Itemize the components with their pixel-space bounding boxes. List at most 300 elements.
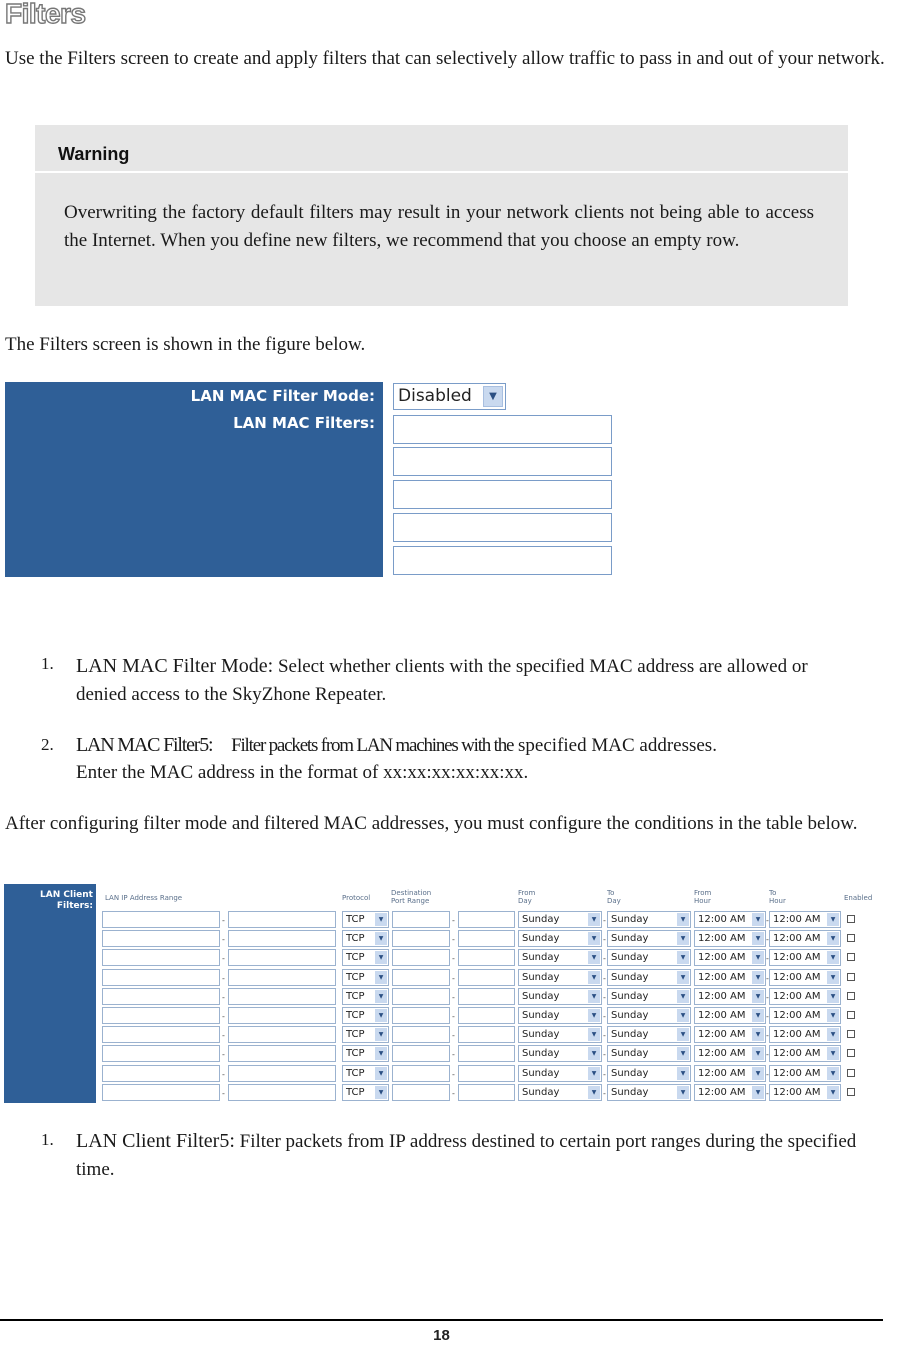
chevron-down-icon[interactable]: ▼ — [752, 913, 764, 926]
protocol-select[interactable] — [342, 1065, 389, 1082]
table-row — [4, 1007, 880, 1024]
to-hour-select-value: 12:00 AM — [773, 972, 821, 983]
from-hour-select-value: 12:00 AM — [698, 914, 746, 925]
range-separator: - — [766, 1070, 769, 1079]
to-day-select-value: Sunday — [611, 933, 649, 944]
enabled-checkbox[interactable] — [847, 1049, 855, 1057]
range-separator: - — [222, 935, 225, 944]
range-separator: - — [452, 974, 455, 983]
to-day-select-value: Sunday — [611, 1029, 649, 1040]
protocol-select-value: TCP — [346, 914, 365, 925]
from-day-select-value: Sunday — [522, 972, 560, 983]
port-end-input[interactable] — [458, 1026, 515, 1043]
chevron-down-icon[interactable]: ▼ — [752, 932, 764, 945]
from-hour-select-value: 12:00 AM — [698, 1068, 746, 1079]
from-day-select-value: Sunday — [522, 1087, 560, 1098]
range-separator: - — [766, 916, 769, 925]
header-destination-line1: Destination — [391, 889, 432, 897]
from-day-select-value: Sunday — [522, 1048, 560, 1059]
protocol-select[interactable] — [342, 949, 389, 966]
from-hour-select[interactable] — [694, 930, 766, 947]
protocol-select-value: TCP — [346, 952, 365, 963]
chevron-down-icon[interactable]: ▼ — [483, 386, 503, 407]
to-hour-select[interactable] — [769, 1084, 841, 1101]
header-protocol: Protocol — [342, 894, 371, 902]
table-row — [4, 911, 880, 928]
chevron-down-icon[interactable]: ▼ — [588, 971, 600, 984]
chevron-down-icon[interactable]: ▼ — [677, 951, 689, 964]
range-separator: - — [766, 954, 769, 963]
ip-start-input[interactable] — [102, 988, 220, 1005]
protocol-select-value: TCP — [346, 972, 365, 983]
from-day-select[interactable] — [518, 930, 602, 947]
chevron-down-icon[interactable]: ▼ — [677, 932, 689, 945]
from-hour-select-value: 12:00 AM — [698, 972, 746, 983]
list-number: 2. — [41, 735, 54, 754]
table-row — [4, 930, 880, 947]
enabled-checkbox[interactable] — [847, 1030, 855, 1038]
to-day-select[interactable] — [607, 988, 691, 1005]
chevron-down-icon[interactable]: ▼ — [677, 913, 689, 926]
range-separator: - — [452, 1050, 455, 1059]
ip-end-input[interactable] — [228, 1007, 336, 1024]
chevron-down-icon[interactable]: ▼ — [375, 1047, 387, 1060]
table-row — [4, 1084, 880, 1101]
range-separator: - — [766, 1031, 769, 1040]
from-day-select-value: Sunday — [522, 991, 560, 1002]
range-separator: - — [452, 993, 455, 1002]
client-filter-label-line1: LAN Client — [40, 890, 93, 900]
enabled-checkbox[interactable] — [847, 934, 855, 942]
from-day-select[interactable] — [518, 1045, 602, 1062]
port-start-input[interactable] — [392, 930, 450, 947]
list-text-condensed: Filter packets from LAN machines with the — [231, 735, 514, 756]
to-hour-select[interactable] — [769, 988, 841, 1005]
mac-filter-label-panel — [5, 382, 383, 577]
table-row — [4, 1045, 880, 1062]
page-title: Filters — [5, 0, 86, 29]
mac-filter-mode-label: LAN MAC Filter Mode: — [190, 387, 375, 405]
from-hour-select-value: 12:00 AM — [698, 1029, 746, 1040]
list-number: 1. — [41, 654, 54, 673]
from-hour-select[interactable] — [694, 1007, 766, 1024]
to-day-select[interactable] — [607, 1026, 691, 1043]
header-from-hour-line2: Hour — [694, 897, 711, 905]
range-separator: - — [603, 1050, 606, 1059]
header-destination-line2: Port Range — [391, 897, 430, 905]
chevron-down-icon[interactable]: ▼ — [375, 932, 387, 945]
port-start-input[interactable] — [392, 1045, 450, 1062]
chevron-down-icon[interactable]: ▼ — [827, 990, 839, 1003]
chevron-down-icon[interactable]: ▼ — [752, 990, 764, 1003]
port-end-input[interactable] — [458, 930, 515, 947]
chevron-down-icon[interactable]: ▼ — [677, 1009, 689, 1022]
chevron-down-icon[interactable]: ▼ — [827, 913, 839, 926]
ip-start-input[interactable] — [102, 1065, 220, 1082]
from-hour-select[interactable] — [694, 988, 766, 1005]
client-filter-label-line2: Filters: — [56, 901, 93, 911]
chevron-down-icon[interactable]: ▼ — [752, 951, 764, 964]
protocol-select-value: TCP — [346, 991, 365, 1002]
client-filter-label — [40, 890, 93, 912]
mac-filter-mode-select[interactable] — [393, 383, 506, 410]
port-start-input[interactable] — [392, 949, 450, 966]
chevron-down-icon[interactable]: ▼ — [588, 1028, 600, 1041]
range-separator: - — [452, 1031, 455, 1040]
list-lead: LAN Client Filter5: — [76, 1130, 235, 1152]
chevron-down-icon[interactable]: ▼ — [827, 932, 839, 945]
to-day-select[interactable] — [607, 969, 691, 986]
chevron-down-icon[interactable]: ▼ — [375, 971, 387, 984]
protocol-select[interactable] — [342, 1026, 389, 1043]
range-separator: - — [603, 1012, 606, 1021]
from-day-select-value: Sunday — [522, 1068, 560, 1079]
after-paragraph: After configuring filter mode and filtered MAC addresses, you must configure the conditions in the table below. — [5, 813, 858, 834]
from-hour-select[interactable] — [694, 1084, 766, 1101]
port-end-input[interactable] — [458, 988, 515, 1005]
to-hour-select-value: 12:00 AM — [773, 1048, 821, 1059]
chevron-down-icon[interactable]: ▼ — [752, 1028, 764, 1041]
to-day-select[interactable] — [607, 1084, 691, 1101]
to-hour-select-value: 12:00 AM — [773, 914, 821, 925]
to-day-select[interactable] — [607, 949, 691, 966]
chevron-down-icon[interactable]: ▼ — [375, 913, 387, 926]
chevron-down-icon[interactable]: ▼ — [588, 1067, 600, 1080]
range-separator: - — [222, 993, 225, 1002]
to-day-select[interactable] — [607, 1065, 691, 1082]
header-to-hour-line2: Hour — [769, 897, 786, 905]
port-start-input[interactable] — [392, 1065, 450, 1082]
port-start-input[interactable] — [392, 1026, 450, 1043]
header-from-day-line2: Day — [518, 897, 532, 905]
protocol-select[interactable] — [342, 911, 389, 928]
from-hour-select-value: 12:00 AM — [698, 952, 746, 963]
table-row — [4, 949, 880, 966]
range-separator: - — [222, 1070, 225, 1079]
to-hour-select[interactable] — [769, 1065, 841, 1082]
range-separator: - — [766, 974, 769, 983]
table-row — [4, 969, 880, 986]
ip-end-input[interactable] — [228, 969, 336, 986]
chevron-down-icon[interactable]: ▼ — [375, 1009, 387, 1022]
chevron-down-icon[interactable]: ▼ — [677, 1047, 689, 1060]
from-hour-select-value: 12:00 AM — [698, 1010, 746, 1021]
from-hour-select[interactable] — [694, 911, 766, 928]
range-separator: - — [452, 935, 455, 944]
range-separator: - — [603, 1089, 606, 1098]
figure-caption: The Filters screen is shown in the figure below. — [5, 334, 366, 355]
mac-filter-input[interactable] — [393, 480, 612, 509]
chevron-down-icon[interactable]: ▼ — [752, 1047, 764, 1060]
to-hour-select[interactable] — [769, 949, 841, 966]
port-end-input[interactable] — [458, 949, 515, 966]
protocol-select[interactable] — [342, 969, 389, 986]
ip-start-input[interactable] — [102, 949, 220, 966]
from-day-select[interactable] — [518, 988, 602, 1005]
to-hour-select-value: 12:00 AM — [773, 991, 821, 1002]
to-hour-select[interactable] — [769, 1026, 841, 1043]
chevron-down-icon[interactable]: ▼ — [375, 1028, 387, 1041]
mac-filter-input[interactable] — [393, 546, 612, 575]
protocol-select-value: TCP — [346, 1087, 365, 1098]
mac-list-item-1-text — [76, 652, 856, 709]
chevron-down-icon[interactable]: ▼ — [375, 1067, 387, 1080]
from-hour-select-value: 12:00 AM — [698, 1048, 746, 1059]
from-hour-select[interactable] — [694, 1026, 766, 1043]
warning-box — [35, 125, 848, 306]
to-hour-select[interactable] — [769, 969, 841, 986]
range-separator: - — [766, 1050, 769, 1059]
warning-divider — [35, 171, 848, 173]
to-hour-select[interactable] — [769, 1045, 841, 1062]
ip-end-input[interactable] — [228, 1084, 336, 1101]
range-separator: - — [766, 1012, 769, 1021]
list-number: 1. — [41, 1130, 54, 1149]
from-day-select[interactable] — [518, 1026, 602, 1043]
from-day-select-value: Sunday — [522, 1010, 560, 1021]
chevron-down-icon[interactable]: ▼ — [588, 990, 600, 1003]
range-separator: - — [603, 935, 606, 944]
range-separator: - — [222, 1031, 225, 1040]
from-day-select-value: Sunday — [522, 1029, 560, 1040]
to-day-select-value: Sunday — [611, 1068, 649, 1079]
client-list-item-1 — [41, 1130, 54, 1150]
port-end-input[interactable] — [458, 1065, 515, 1082]
to-day-select-value: Sunday — [611, 1087, 649, 1098]
to-day-select[interactable] — [607, 1007, 691, 1024]
range-separator: - — [766, 993, 769, 1002]
ip-end-input[interactable] — [228, 930, 336, 947]
chevron-down-icon[interactable]: ▼ — [588, 932, 600, 945]
protocol-select-value: TCP — [346, 1029, 365, 1040]
port-start-input[interactable] — [392, 911, 450, 928]
mac-filter-input[interactable] — [393, 513, 612, 542]
chevron-down-icon[interactable]: ▼ — [677, 1067, 689, 1080]
to-hour-select[interactable] — [769, 1007, 841, 1024]
chevron-down-icon[interactable]: ▼ — [588, 1009, 600, 1022]
chevron-down-icon[interactable]: ▼ — [752, 971, 764, 984]
client-filter-figure — [4, 884, 880, 1104]
header-from-hour — [694, 889, 711, 905]
chevron-down-icon[interactable]: ▼ — [588, 951, 600, 964]
header-from-day-line1: From — [518, 889, 536, 897]
protocol-select[interactable] — [342, 1084, 389, 1101]
from-hour-select-value: 12:00 AM — [698, 991, 746, 1002]
table-row — [4, 1065, 880, 1082]
port-end-input[interactable] — [458, 969, 515, 986]
chevron-down-icon[interactable]: ▼ — [752, 1009, 764, 1022]
ip-end-input[interactable] — [228, 1065, 336, 1082]
chevron-down-icon[interactable]: ▼ — [827, 1028, 839, 1041]
range-separator: - — [603, 954, 606, 963]
enabled-checkbox[interactable] — [847, 1069, 855, 1077]
protocol-select[interactable] — [342, 1007, 389, 1024]
to-day-select[interactable] — [607, 911, 691, 928]
to-hour-select-value: 12:00 AM — [773, 1010, 821, 1021]
client-list-item-1-text — [76, 1127, 866, 1184]
chevron-down-icon[interactable]: ▼ — [827, 1067, 839, 1080]
ip-start-input[interactable] — [102, 1026, 220, 1043]
chevron-down-icon[interactable]: ▼ — [677, 1028, 689, 1041]
chevron-down-icon[interactable]: ▼ — [827, 971, 839, 984]
range-separator: - — [222, 954, 225, 963]
from-day-select[interactable] — [518, 1065, 602, 1082]
range-separator: - — [452, 954, 455, 963]
from-day-select[interactable] — [518, 949, 602, 966]
table-row — [4, 988, 880, 1005]
range-separator: - — [766, 1089, 769, 1098]
to-hour-select-value: 12:00 AM — [773, 933, 821, 944]
header-ip-range: LAN IP Address Range — [105, 894, 183, 902]
port-end-input[interactable] — [458, 1045, 515, 1062]
chevron-down-icon[interactable]: ▼ — [677, 990, 689, 1003]
to-day-select-value: Sunday — [611, 991, 649, 1002]
chevron-down-icon[interactable]: ▼ — [752, 1067, 764, 1080]
page-number: 18 — [433, 1327, 450, 1344]
header-from-day — [518, 889, 535, 905]
range-separator: - — [766, 935, 769, 944]
range-separator: - — [222, 974, 225, 983]
port-end-input[interactable] — [458, 911, 515, 928]
from-day-select-value: Sunday — [522, 952, 560, 963]
ip-start-input[interactable] — [102, 1007, 220, 1024]
range-separator: - — [603, 1031, 606, 1040]
ip-start-input[interactable] — [102, 930, 220, 947]
mac-filter-input[interactable] — [393, 447, 612, 476]
protocol-select[interactable] — [342, 930, 389, 947]
to-day-select-value: Sunday — [611, 952, 649, 963]
mac-list-item-2-line2: Enter the MAC address in the format of xx:xx:xx:xx:xx:xx. — [76, 762, 529, 783]
port-end-input[interactable] — [458, 1084, 515, 1101]
footer-rule — [0, 1319, 883, 1321]
protocol-select-value: TCP — [346, 1068, 365, 1079]
port-start-input[interactable] — [392, 969, 450, 986]
range-separator: - — [603, 916, 606, 925]
to-hour-select-value: 12:00 AM — [773, 1068, 821, 1079]
range-separator: - — [603, 1070, 606, 1079]
ip-end-input[interactable] — [228, 911, 336, 928]
from-hour-select[interactable] — [694, 949, 766, 966]
protocol-select[interactable] — [342, 988, 389, 1005]
chevron-down-icon[interactable]: ▼ — [827, 1047, 839, 1060]
range-separator: - — [222, 1089, 225, 1098]
warning-text: Overwriting the factory default filters may result in your network clients not being able to access the Internet. When you define new filters, we recommend that you choose an empty row. — [64, 202, 814, 251]
to-day-select[interactable] — [607, 1045, 691, 1062]
table-row — [4, 1026, 880, 1043]
chevron-down-icon[interactable]: ▼ — [588, 1086, 600, 1099]
from-day-select[interactable] — [518, 969, 602, 986]
from-day-select-value: Sunday — [522, 933, 560, 944]
chevron-down-icon[interactable]: ▼ — [827, 951, 839, 964]
protocol-select-value: TCP — [346, 1010, 365, 1021]
protocol-select[interactable] — [342, 1045, 389, 1062]
ip-end-input[interactable] — [228, 1026, 336, 1043]
chevron-down-icon[interactable]: ▼ — [677, 1086, 689, 1099]
from-hour-select-value: 12:00 AM — [698, 933, 746, 944]
range-separator: - — [222, 916, 225, 925]
port-end-input[interactable] — [458, 1007, 515, 1024]
chevron-down-icon[interactable]: ▼ — [375, 1086, 387, 1099]
chevron-down-icon[interactable]: ▼ — [588, 913, 600, 926]
list-text: Select whether clients with the specified MAC address are allowed or denied access to the SkyZhone Repeater. — [76, 656, 808, 705]
list-lead: LAN MAC Filter5: — [76, 734, 213, 756]
chevron-down-icon[interactable]: ▼ — [375, 990, 387, 1003]
header-from-hour-line1: From — [694, 889, 712, 897]
ip-start-input[interactable] — [102, 969, 220, 986]
enabled-checkbox[interactable] — [847, 1011, 855, 1019]
mac-filter-input[interactable] — [393, 415, 612, 444]
chevron-down-icon[interactable]: ▼ — [588, 1047, 600, 1060]
to-hour-select[interactable] — [769, 930, 841, 947]
range-separator: - — [222, 1050, 225, 1059]
from-day-select-value: Sunday — [522, 914, 560, 925]
chevron-down-icon[interactable]: ▼ — [827, 1086, 839, 1099]
to-hour-select-value: 12:00 AM — [773, 1087, 821, 1098]
ip-end-input[interactable] — [228, 988, 336, 1005]
range-separator: - — [222, 1012, 225, 1021]
range-separator: - — [452, 1012, 455, 1021]
ip-end-input[interactable] — [228, 1045, 336, 1062]
range-separator: - — [603, 993, 606, 1002]
port-start-input[interactable] — [392, 1084, 450, 1101]
from-day-select[interactable] — [518, 1007, 602, 1024]
from-hour-select[interactable] — [694, 1045, 766, 1062]
enabled-checkbox[interactable] — [847, 992, 855, 1000]
to-hour-select-value: 12:00 AM — [773, 1029, 821, 1040]
list-text: Filter packets from IP address destined to certain port ranges during the specified time. — [76, 1131, 857, 1180]
mac-list-item-2 — [41, 735, 54, 755]
from-hour-select[interactable] — [694, 1065, 766, 1082]
protocol-select-value: TCP — [346, 1048, 365, 1059]
enabled-checkbox[interactable] — [847, 973, 855, 981]
chevron-down-icon[interactable]: ▼ — [677, 971, 689, 984]
range-separator: - — [452, 1070, 455, 1079]
to-day-select-value: Sunday — [611, 1010, 649, 1021]
from-day-select[interactable] — [518, 1084, 602, 1101]
chevron-down-icon[interactable]: ▼ — [752, 1086, 764, 1099]
enabled-checkbox[interactable] — [847, 915, 855, 923]
mac-filter-mode-value: Disabled — [398, 386, 472, 406]
list-lead: LAN MAC Filter Mode: — [76, 655, 274, 677]
ip-start-input[interactable] — [102, 1045, 220, 1062]
range-separator: - — [452, 916, 455, 925]
enabled-checkbox[interactable] — [847, 1088, 855, 1096]
chevron-down-icon[interactable]: ▼ — [827, 1009, 839, 1022]
from-day-select[interactable] — [518, 911, 602, 928]
enabled-checkbox[interactable] — [847, 953, 855, 961]
ip-end-input[interactable] — [228, 949, 336, 966]
from-hour-select-value: 12:00 AM — [698, 1087, 746, 1098]
to-day-select[interactable] — [607, 930, 691, 947]
header-to-day-line1: To — [607, 889, 615, 897]
port-start-input[interactable] — [392, 1007, 450, 1024]
range-separator: - — [452, 1089, 455, 1098]
to-hour-select[interactable] — [769, 911, 841, 928]
chevron-down-icon[interactable]: ▼ — [375, 951, 387, 964]
mac-filters-label: LAN MAC Filters: — [233, 414, 375, 432]
mac-list-item-2-text — [76, 731, 876, 760]
ip-start-input[interactable] — [102, 1084, 220, 1101]
ip-start-input[interactable] — [102, 911, 220, 928]
header-enabled: Enabled — [844, 894, 873, 902]
from-hour-select[interactable] — [694, 969, 766, 986]
port-start-input[interactable] — [392, 988, 450, 1005]
intro-paragraph: Use the Filters screen to create and apply filters that can selectively allow traffic to pass in and out of your network. — [5, 48, 885, 69]
to-hour-select-value: 12:00 AM — [773, 952, 821, 963]
header-to-day-line2: Day — [607, 897, 621, 905]
to-day-select-value: Sunday — [611, 1048, 649, 1059]
mac-list-item-1 — [41, 654, 54, 674]
